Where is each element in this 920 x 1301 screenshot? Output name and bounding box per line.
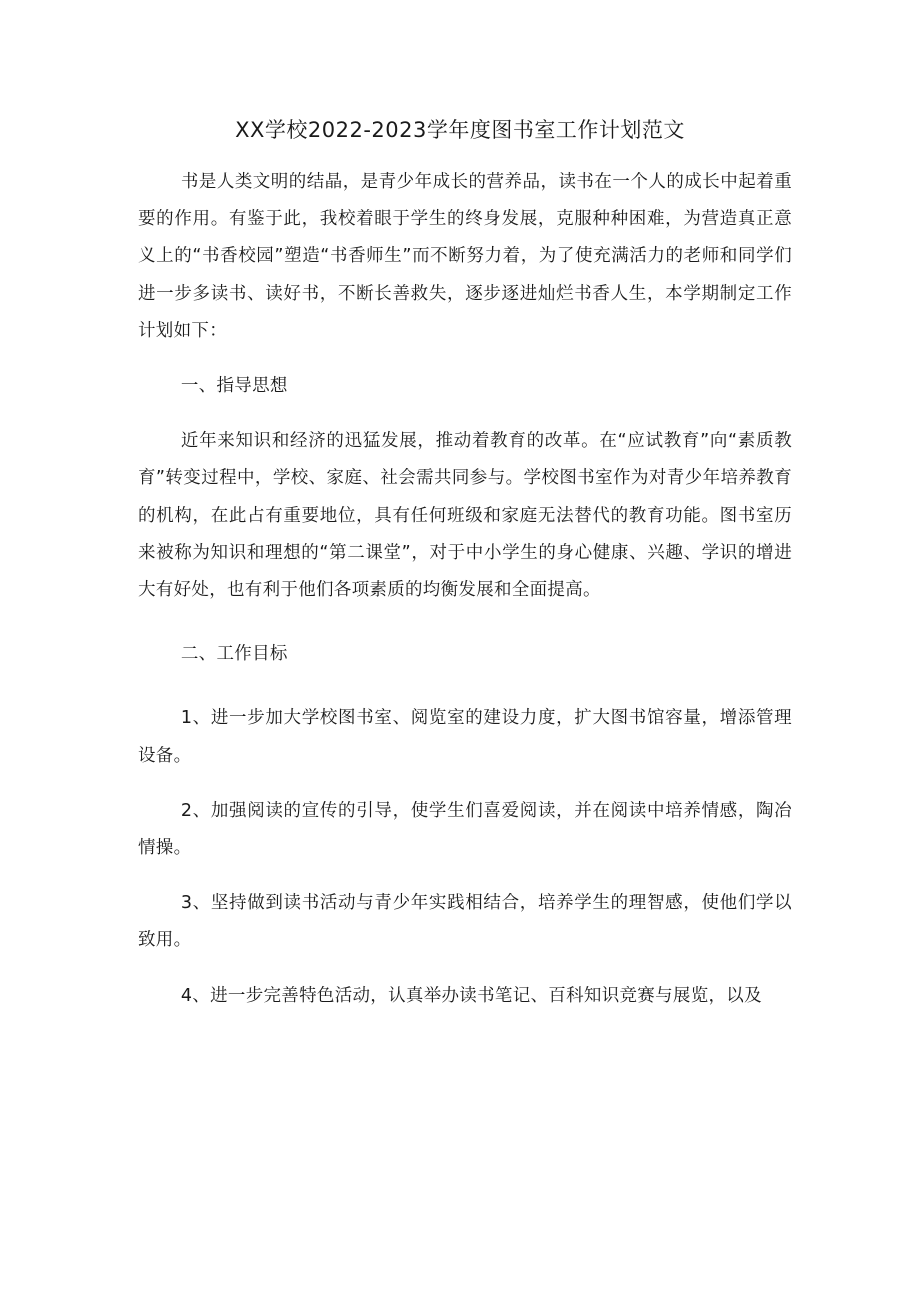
document-title: XX学校2022-2023学年度图书室工作计划范文 <box>235 118 685 142</box>
goal-item-1: 1、进一步加大学校图书室、阅览室的建设力度，扩大图书馆容量，增添管理设备。 <box>138 708 792 766</box>
goal-item-3: 3、坚持做到读书活动与青少年实践相结合，培养学生的理智感，使他们学以致用。 <box>138 893 792 951</box>
section-heading-guiding-ideology: 一、指导思想 <box>180 376 288 397</box>
document-body <box>138 164 792 1015</box>
goal-item-4: 4、进一步完善特色活动，认真举办读书笔记、百科知识竞赛与展览，以及 <box>180 985 762 1006</box>
section-heading-work-goals: 二、工作目标 <box>180 644 288 665</box>
guiding-ideology-paragraph: 近年来知识和经济的迅猛发展，推动着教育的改革。在“应试教育”向“素质教育”转变过程中，学校、家庭、社会需共同参与。学校图书室作为对青少年培养教育的机构，在此占有重要地位，具有任何班级和家庭无法替代的教育功能。图书室历来被称为知识和理想的“第二课堂”，对于中小学生的身心健康、兴趣、学识的增进大有好处，也有利于他们各项素质的均衡发展和全面提高。 <box>138 431 792 601</box>
goal-item-2: 2、加强阅读的宣传的引导，使学生们喜爱阅读，并在阅读中培养情感，陶冶情操。 <box>138 800 792 859</box>
intro-paragraph: 书是人类文明的结晶，是青少年成长的营养品，读书在一个人的成长中起着重要的作用。有鉴于此，我校着眼于学生的终身发展，克服种种困难，为营造真正意义上的“书香校园”塑造“书香师生”而不断努力着，为了使充满活力的老师和同学们进一步多读书、读好书，不断长善救失，逐步逐进灿烂书香人生，本学期制定工作计划如下： <box>138 172 792 341</box>
